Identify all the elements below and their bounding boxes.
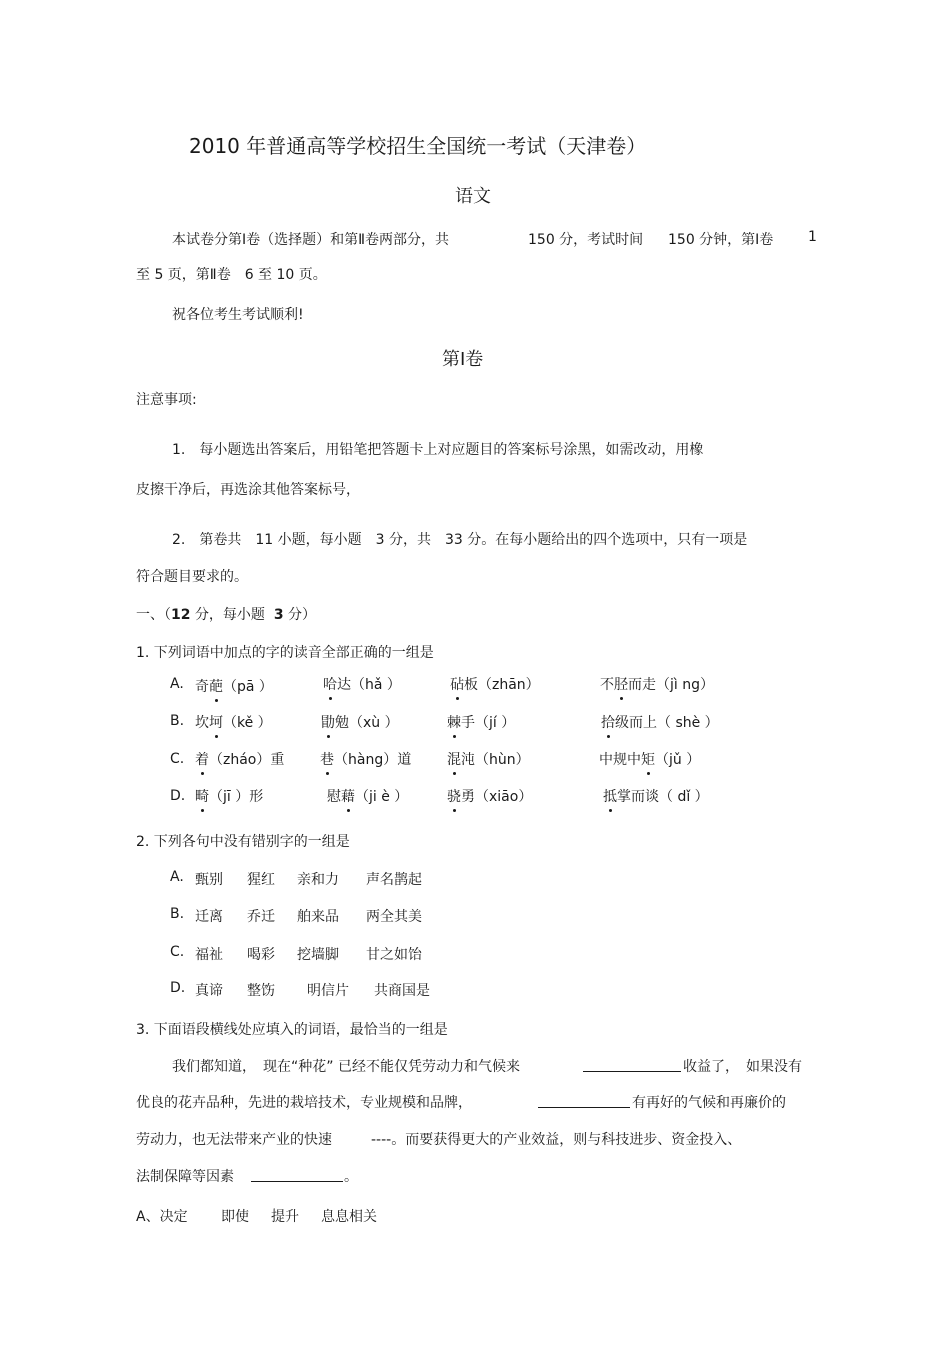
q3-para-line4-part2: 。: [344, 1169, 358, 1185]
q2-option-a-word1: 甄别: [195, 872, 223, 888]
q1-option-a-item4: 不胫而走（jì ng）: [600, 674, 714, 694]
q3-para-line1-part1: 我们都知道， 现在“种花” 已经不能仅凭劳动力和气候来: [172, 1059, 520, 1075]
notice-item2-line2: 符合题目要求的。: [136, 569, 248, 585]
q3-para-line4-part1: 法制保障等因素: [136, 1169, 234, 1185]
q2-option-c-letter: C.: [170, 944, 185, 960]
q1-option-c-item2: 巷（hàng）道: [320, 749, 411, 769]
q1-option-d-item3: 骁勇（xiāo）: [447, 786, 532, 806]
intro-wish: 祝各位考生考试顺利!: [172, 307, 304, 323]
q3-option-a-first: A、决定: [136, 1209, 188, 1225]
q1-option-d-item4: 抵掌而谈（ dǐ ）: [603, 786, 709, 806]
q1-option-a-item1: 奇葩（pā ）: [195, 676, 273, 696]
q1-option-a-item2: 哈达（hǎ ）: [323, 674, 401, 694]
q3-para-line1-part2: 收益了， 如果没有: [683, 1059, 802, 1075]
volume-title: 第Ⅰ卷: [442, 349, 484, 370]
section-total-score: 12: [171, 607, 191, 623]
q3-blank-3: [251, 1181, 343, 1182]
q2-stem: 2. 下列各句中没有错别字的一组是: [136, 834, 350, 850]
q2-option-d-word4: 共商国是: [374, 983, 430, 999]
q3-blank-2: [538, 1107, 630, 1108]
q1-option-c-item1: 着（zháo）重: [195, 749, 284, 769]
intro-line1-part4: 1: [808, 229, 817, 245]
q1-option-d-item1: 畸（jī ）形: [195, 786, 263, 806]
q3-blank-1: [583, 1071, 681, 1072]
q3-option-a-word3: 提升: [271, 1209, 299, 1225]
q3-para-line3-part2: ----。而要获得更大的产业效益，则与科技进步、资金投入、: [371, 1132, 742, 1148]
q3-stem: 3. 下面语段横线处应填入的词语，最恰当的一组是: [136, 1022, 448, 1038]
section-heading: [136, 604, 316, 624]
notice-heading: 注意事项:: [136, 392, 197, 408]
exam-title: 2010 年普通高等学校招生全国统一考试（天津卷）: [189, 134, 647, 158]
q1-option-c-item4: 中规中矩（jǔ ）: [599, 749, 700, 769]
q2-option-b-word3: 舶来品: [297, 909, 339, 925]
section-prefix: 一、（: [136, 607, 171, 623]
notice-item1-line1: 1. 每小题选出答案后，用铅笔把答题卡上对应题目的答案标号涂黑，如需改动，用橡: [172, 442, 704, 458]
section-suffix: 分）: [288, 607, 317, 623]
q1-option-d-item2: 慰藉（ji è ）: [327, 786, 408, 806]
subject-title: 语文: [455, 186, 491, 207]
q1-option-c-letter: C.: [170, 751, 185, 767]
q2-option-c-word2: 喝彩: [247, 947, 275, 963]
q3-para-line3-part1: 劳动力，也无法带来产业的快速: [136, 1132, 332, 1148]
q2-option-b-letter: B.: [170, 906, 185, 922]
q1-option-b-letter: B.: [170, 713, 185, 729]
q1-option-b-item4: 拾级而上（ shè ）: [601, 712, 719, 732]
q2-option-d-word3: 明信片: [307, 983, 349, 999]
q2-option-c-word1: 福祉: [195, 947, 223, 963]
q3-option-a-word4: 息息相关: [321, 1209, 377, 1225]
q2-option-d-word2: 整饬: [247, 983, 275, 999]
q2-option-b-word1: 迁离: [195, 909, 223, 925]
intro-line2: 至 5 页，第Ⅱ卷 6 至 10 页。: [136, 267, 327, 283]
q1-option-b-item1: 坎坷（kě ）: [195, 712, 272, 732]
q2-option-d-word1: 真谛: [195, 983, 223, 999]
q2-option-c-word4: 甘之如饴: [366, 947, 422, 963]
q1-option-c-item3: 混沌（hùn）: [447, 749, 530, 769]
q3-option-a-word2: 即使: [221, 1209, 249, 1225]
q2-option-b-word2: 乔迁: [247, 909, 275, 925]
notice-item1-line2: 皮擦干净后，再选涂其他答案标号，: [136, 482, 360, 498]
q1-option-a-letter: A.: [170, 676, 184, 692]
intro-line1-part1: 本试卷分第Ⅰ卷（选择题）和第Ⅱ卷两部分，共: [172, 232, 450, 248]
q2-option-a-word3: 亲和力: [297, 872, 339, 888]
q1-stem: 1. 下列词语中加点的字的读音全部正确的一组是: [136, 645, 434, 661]
q2-option-b-word4: 两全其美: [366, 909, 422, 925]
intro-line1-part2: 150 分，考试时间: [528, 232, 644, 248]
q2-option-c-word3: 挖墙脚: [297, 947, 339, 963]
q2-option-a-word4: 声名鹊起: [366, 872, 422, 888]
section-each-score: 3: [273, 607, 284, 623]
q1-option-b-item2: 勖勉（xù ）: [321, 712, 399, 732]
q3-para-line2-part2: 有再好的气候和再廉价的: [632, 1095, 786, 1111]
q1-option-a-item3: 砧板（zhān）: [450, 674, 540, 694]
q1-option-d-letter: D.: [170, 788, 186, 804]
intro-line1-part3: 150 分钟，第Ⅰ卷: [668, 232, 774, 248]
q2-option-d-letter: D.: [170, 980, 186, 996]
notice-item2-line1: 2. 第卷共 11 小题，每小题 3 分，共 33 分。在每小题给出的四个选项中，只有一项是: [172, 532, 748, 548]
q2-option-a-word2: 猩红: [247, 872, 275, 888]
q3-para-line2-part1: 优良的花卉品种，先进的栽培技术，专业规模和品牌，: [136, 1095, 472, 1111]
q1-option-b-item3: 棘手（jí ）: [447, 712, 515, 732]
q2-option-a-letter: A.: [170, 869, 184, 885]
section-mid: 分，每小题: [194, 607, 265, 623]
